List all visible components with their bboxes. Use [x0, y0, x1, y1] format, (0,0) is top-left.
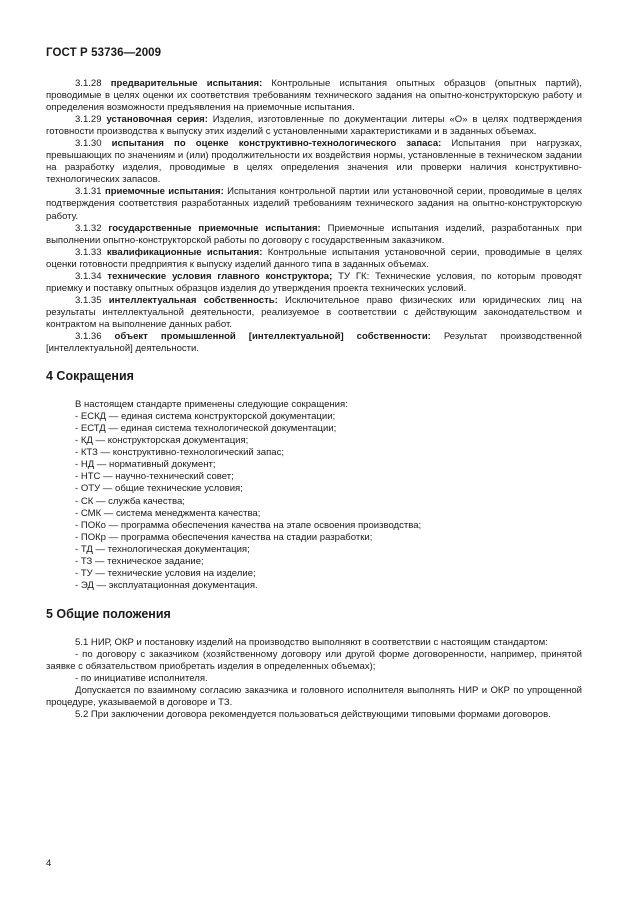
list-item: - СМК — система менеджмента качества;: [75, 507, 261, 519]
list-item: - ТУ — технические условия на изделие;: [75, 567, 256, 579]
definition-3-1-33: [46, 247, 582, 271]
definition-number: 3.1.29: [75, 114, 102, 126]
paragraph-simplified-procedure: Допускается по взаимному согласию заказчика и головного исполнителя выполнять НИР и ОКР по упрощенной процедуре, указываемой в договоре и ТЗ.: [46, 685, 582, 709]
definition-3-1-32: [46, 223, 582, 247]
definition-text: Испытания контрольной партии или установочной серии, проводимые в целях подтверждения соответствия разработанных изделий требованиям технического задания на опытно-конструкторскую работу.: [46, 186, 583, 222]
definition-text: Приемочные испытания изделий, разработанных при выполнении опытно-конструкторской работы по договору с государственным заказчиком.: [46, 222, 582, 246]
definition-term: интеллектуальная собственность:: [108, 294, 278, 306]
definition-term: предварительные испытания:: [110, 78, 263, 89]
paragraph-item: - по инициативе исполнителя.: [75, 673, 208, 685]
definition-text: Испытания при нагрузках, превышающих по значениям и (или) продолжительности их воздействия нормы, установленные в техническом задании на разработку изделия, проводимые в целях определения значения или проверки наличия конструктивно-технологических запасов.: [46, 138, 582, 186]
definitions-block: [46, 78, 582, 355]
definition-3-1-29: [46, 114, 582, 138]
definition-term: квалификационные испытания:: [106, 246, 263, 258]
list-item: - СК — служба качества;: [75, 495, 185, 507]
definition-number: 3.1.34: [75, 270, 102, 282]
paragraph-5-1: 5.1 НИР, ОКР и постановку изделий на производство выполняют в соответствии с настоящим стандартом:: [75, 636, 548, 648]
definition-term: технические условия главного конструктора;: [107, 270, 333, 282]
list-item: - ТЗ — техническое задание;: [75, 555, 204, 567]
definition-term: государственные приемочные испытания:: [108, 222, 321, 234]
list-item: - ЭД — эксплуатационная документация.: [75, 579, 258, 591]
list-item: - ЕСТД — единая система технологической документации;: [75, 423, 337, 435]
page-number: 4: [46, 858, 52, 869]
definition-number: 3.1.30: [75, 138, 102, 150]
definition-term: объект промышленной [интеллектуальной] собственности:: [114, 330, 431, 342]
definition-number: 3.1.32: [75, 222, 102, 234]
definition-text: ТУ ГК: Технические условия, по которым проводят приемку и поставку опытных образцов изделия до утверждения проекта технических условий.: [46, 270, 582, 294]
list-item: - ПОКо — программа обеспечения качества на этапе освоения производства;: [75, 519, 422, 531]
list-item: - НТС — научно-технический совет;: [75, 471, 234, 483]
definition-term: приемочные испытания:: [104, 186, 224, 198]
definition-3-1-30: [46, 138, 582, 186]
definition-number: 3.1.28: [75, 78, 102, 89]
abbreviations-intro: В настоящем стандарте применены следующие сокращения:: [75, 399, 348, 411]
definition-number: 3.1.33: [75, 246, 102, 258]
list-item: - ЕСКД — единая система конструкторской документации;: [75, 411, 336, 423]
list-item: - НД — нормативный документ;: [75, 459, 216, 471]
definition-3-1-28: [46, 78, 582, 114]
definition-3-1-31: [46, 186, 582, 222]
list-item: - КТЗ — конструктивно-технологический запас;: [75, 447, 285, 459]
definition-term: испытания по оценке конструктивно-технологического запаса:: [111, 138, 442, 150]
abbreviations-list: [46, 411, 582, 592]
definition-3-1-36: [46, 331, 582, 355]
list-item: - КД — конструкторская документация;: [75, 435, 249, 447]
paragraph-item: - по договору с заказчиком (хозяйственному договору или другой форме договоренности, например, принятой заявке с обязательством приобретать изделия в определенных объемах);: [46, 648, 582, 673]
list-item: - ПОКр — программа обеспечения качества на стадии разработки;: [75, 531, 373, 543]
definition-number: 3.1.31: [75, 186, 102, 198]
definition-number: 3.1.36: [75, 330, 102, 342]
document-header: ГОСТ Р 53736—2009: [46, 47, 162, 59]
definition-number: 3.1.35: [75, 294, 102, 306]
definition-text: Исключительное право физических или юридических лиц на результаты интеллектуальной деятельности, реализуемое в соответствии с действующим законодательством и контрактом на выполнение данных работ.: [46, 294, 582, 330]
list-item: - ОТУ — общие технические условия;: [75, 483, 243, 495]
paragraph-5-2: 5.2 При заключении договора рекомендуется пользоваться действующими типовыми формами договоров.: [75, 709, 551, 721]
definition-text: Контрольные испытания установочной серии, проводимые в целях оценки готовности предприятия к выпуску изделий данного типа в заданных объемах.: [46, 246, 582, 270]
definition-3-1-35: [46, 295, 582, 331]
list-item: - ТД — технологическая документация;: [75, 543, 250, 555]
definition-text: Результат производственной [интеллектуальной] деятельности.: [46, 330, 582, 355]
section-4-heading: 4 Сокращения: [46, 369, 134, 384]
definition-term: установочная серия:: [106, 114, 208, 126]
definition-text: Контрольные испытания опытных образцов (опытных партий), проводимые в целях оценки их соответствия требованиям технического задания на опытно-конструкторскую работу и определения возможности предъявления на приемочные испытания.: [46, 78, 582, 114]
definition-3-1-34: [46, 271, 582, 295]
definition-text: Изделия, изготовленные по документации литеры «О» в целях подтверждения готовности производства к выпуску этих изделий с установленными характеристиками и в заданных объемах.: [46, 114, 582, 138]
document-body: [46, 78, 582, 721]
section-5-heading: 5 Общие положения: [46, 606, 171, 621]
